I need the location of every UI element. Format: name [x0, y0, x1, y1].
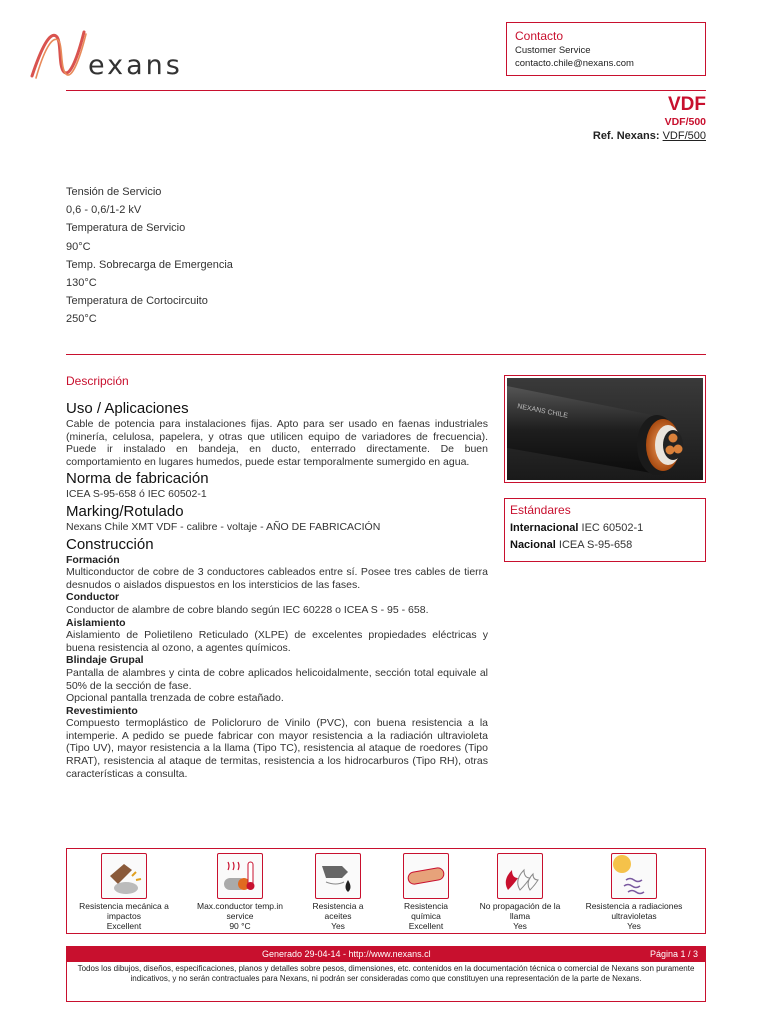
- formacion-heading: Formación: [66, 553, 120, 566]
- feature-chemical: [373, 853, 479, 931]
- marking-text: Nexans Chile XMT VDF - calibre - voltaje - AÑO DE FABRICACIÓN: [66, 520, 381, 533]
- spec-line: Tensión de Servicio: [66, 186, 162, 198]
- chemical-icon: [403, 853, 449, 899]
- product-header: [593, 94, 706, 142]
- intl-label: Internacional: [510, 522, 579, 534]
- product-subcode: VDF/500: [664, 116, 706, 128]
- footer-generated[interactable]: Generado 29-04-14 - http://www.nexans.cl: [262, 949, 431, 959]
- feature-value: Yes: [331, 921, 345, 931]
- marking-heading: Marking/Rotulado: [66, 502, 184, 520]
- construccion-heading: Construcción: [66, 535, 154, 553]
- feature-temperature: [187, 853, 293, 931]
- flame-icon: [497, 853, 543, 899]
- feature-label: llama: [509, 911, 531, 921]
- uv-icon: [611, 853, 657, 899]
- spec-line: 130°C: [66, 276, 97, 289]
- feature-label: Resistencia a: [312, 901, 364, 911]
- blindaje-text-2: Opcional pantalla trenzada de cobre estañado.: [66, 692, 284, 705]
- formacion-text: Multiconductor de cobre de 3 conductores cableados entre sí. Posee tres cables de tierra desnudos o aislados dispuestos en los intersticios de las fases.: [66, 566, 488, 591]
- revestimiento-text: Compuesto termoplástico de Policloruro de Vinilo (PVC), con buena resistencia a la intemperie. A pedido se puede fabricar con mayor resistencia a la radiación ultravioleta (Tipo UV), mayor resistencia a la llama (Tipo TC), resistencia al ataque de roedores (Tipo RRAT), resistencia al ataque de termitas, resistencia a los hidrocarburos (Tipo RH), otras características a consulta.: [66, 717, 488, 780]
- feature-label: química: [411, 911, 441, 921]
- standards-box: [504, 498, 706, 562]
- intl-value: IEC 60502-1: [581, 522, 644, 534]
- ref-value-link[interactable]: VDF/500: [662, 130, 706, 142]
- feature-flame: [467, 853, 573, 931]
- norma-text: ICEA S-95-658 ó IEC 60502-1: [66, 488, 207, 501]
- contact-email[interactable]: contacto.chile@nexans.com: [515, 58, 634, 69]
- revestimiento-heading: Revestimiento: [66, 704, 138, 717]
- nac-label: Nacional: [510, 539, 556, 551]
- ref-label: Ref. Nexans:: [592, 130, 660, 142]
- feature-label: service: [226, 911, 254, 921]
- feature-value: Yes: [627, 921, 641, 931]
- feature-label: Resistencia mecánica a: [79, 901, 169, 911]
- standard-international: [510, 522, 700, 534]
- feature-label: aceites: [324, 911, 352, 921]
- uso-text: Cable de potencia para instalaciones fijas. Apto para ser usado en faenas industriales (minería, celulosa, papelera, y otras que utilicen equipo de variadores de frecuencia). Puede ir instalado en bandeja, en ducto, enterrado directamente. De buen comportamiento en lugares humedos, puede estar temporalmente sumergido en agua.: [66, 418, 488, 468]
- header-divider: [66, 90, 706, 91]
- spec-line: 0,6 - 0,6/1-2 kV: [66, 204, 142, 217]
- temperature-icon: [217, 853, 263, 899]
- nexans-logo: [28, 26, 228, 82]
- feature-value: Yes: [513, 921, 527, 931]
- feature-label: impactos: [106, 911, 141, 921]
- feature-label: Resistencia: [404, 901, 448, 911]
- footer-bar: [66, 946, 706, 962]
- feature-label: Resistencia a radiaciones: [585, 901, 683, 911]
- product-code: VDF: [668, 94, 706, 115]
- blindaje-heading: Blindaje Grupal: [66, 654, 144, 667]
- feature-value: Excellent: [408, 921, 444, 931]
- feature-label: No propagación de la: [479, 901, 561, 911]
- specs-divider: [66, 354, 706, 355]
- contact-title: Contacto: [515, 29, 564, 43]
- norma-heading: Norma de fabricación: [66, 470, 209, 488]
- uso-heading: Uso / Aplicaciones: [66, 400, 189, 417]
- photo-label: NEXANS CHILE: [516, 403, 569, 420]
- blindaje-text: Pantalla de alambres y cinta de cobre aplicados helicoidalmente, sección total equivale al 50% de la sección de fase.: [66, 666, 488, 692]
- conductor-text: Conductor de alambre de cobre blando según IEC 60228 o ICEA S - 95 - 658.: [66, 603, 429, 616]
- spec-line: 250°C: [66, 313, 97, 326]
- feature-uv: [581, 853, 687, 931]
- spec-line: Temp. Sobrecarga de Emergencia: [66, 258, 233, 271]
- logo-text: exans: [88, 50, 183, 81]
- standard-national: [510, 539, 700, 551]
- spec-line: Temperatura de Servicio: [66, 222, 186, 235]
- impact-icon: [101, 853, 147, 899]
- specs-list: [66, 186, 233, 332]
- description-body: [66, 398, 488, 780]
- nexans-n-mark-icon: [28, 26, 88, 82]
- footer-page-number: Página 1 / 3: [649, 949, 698, 959]
- description-title: Descripción: [66, 374, 129, 388]
- spec-line: Temperatura de Cortocircuito: [66, 295, 208, 308]
- oil-icon: [315, 853, 361, 899]
- aislamiento-text: Aislamiento de Polietileno Reticulado (XLPE) de excelentes propiedades eléctricas y buena resistencia al ozono, a agentes químicos.: [66, 629, 488, 654]
- contact-service: Customer Service: [515, 45, 591, 56]
- contact-box: [506, 22, 706, 76]
- features-panel: [66, 848, 706, 934]
- nac-value: ICEA S-95-658: [558, 539, 633, 551]
- product-ref: [593, 130, 706, 142]
- footer-disclaimer: Todos los dibujos, diseños, especificaciones, planos y detalles sobre pesos, dimensiones, etc. contenidos en la documentación técnica o comercial de Nexans son puramente indicativos, y no serán contractuales para Nexans, ni podrán ser consideradas como que constituyen una representación de la parte de Nexans.: [66, 962, 706, 1002]
- feature-impact: [71, 853, 177, 931]
- feature-label: ultravioletas: [611, 911, 657, 921]
- feature-label: Max.conductor temp.in: [197, 901, 283, 911]
- spec-line: 90°C: [66, 240, 91, 253]
- aislamiento-heading: Aislamiento: [66, 616, 126, 629]
- conductor-heading: Conductor: [66, 591, 120, 604]
- cable-image: [507, 378, 703, 480]
- cable-photo: [504, 375, 706, 483]
- feature-value: 90 °C: [229, 921, 251, 931]
- feature-value: Excellent: [106, 921, 142, 931]
- standards-title: Estándares: [510, 503, 571, 517]
